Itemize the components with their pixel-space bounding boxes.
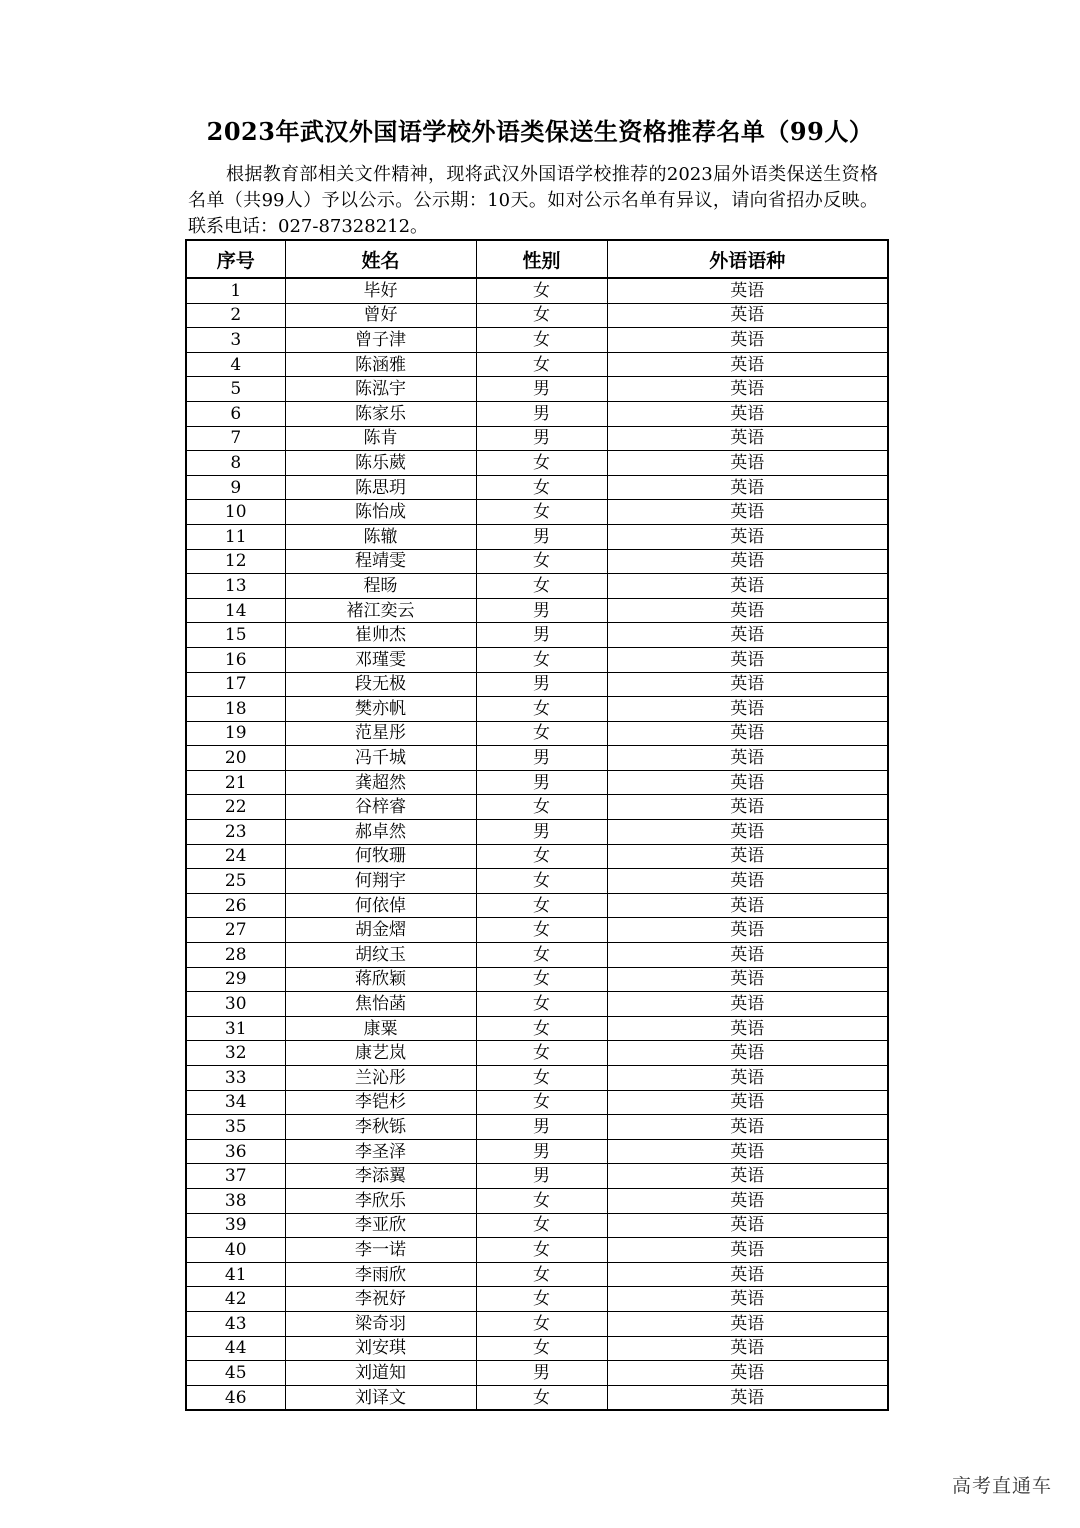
cell-index: 36 [186,1139,285,1164]
cell-name: 梁奇羽 [285,1311,476,1336]
table-row [186,820,888,845]
cell-gender: 女 [476,1188,607,1213]
cell-language: 英语 [607,1213,888,1238]
cell-index: 22 [186,795,285,820]
cell-name: 兰沁彤 [285,1066,476,1091]
cell-index: 17 [186,672,285,697]
table-row [186,1041,888,1066]
table-row [186,1066,888,1091]
cell-gender: 女 [476,1238,607,1263]
cell-gender: 女 [476,869,607,894]
cell-name: 李亚欣 [285,1213,476,1238]
header-index: 序号 [186,240,285,278]
cell-language: 英语 [607,1336,888,1361]
cell-gender: 男 [476,1139,607,1164]
cell-gender: 男 [476,672,607,697]
table-row [186,1213,888,1238]
cell-index: 9 [186,475,285,500]
cell-gender: 女 [476,844,607,869]
cell-language: 英语 [607,303,888,328]
cell-index: 3 [186,328,285,353]
cell-gender: 女 [476,1066,607,1091]
cell-index: 23 [186,820,285,845]
table-row [186,1164,888,1189]
cell-name: 刘译文 [285,1385,476,1410]
cell-index: 14 [186,598,285,623]
cell-name: 程靖雯 [285,549,476,574]
cell-language: 英语 [607,795,888,820]
cell-language: 英语 [607,377,888,402]
cell-gender: 男 [476,426,607,451]
cell-index: 40 [186,1238,285,1263]
watermark-text: 高考直通车 [951,1475,1052,1497]
cell-gender: 女 [476,893,607,918]
cell-name: 褚江奕云 [285,598,476,623]
cell-language: 英语 [607,1238,888,1263]
table-row [186,1188,888,1213]
table-row [186,844,888,869]
cell-gender: 女 [476,549,607,574]
cell-gender: 男 [476,401,607,426]
table-row [186,500,888,525]
cell-language: 英语 [607,1188,888,1213]
cell-gender: 女 [476,500,607,525]
cell-language: 英语 [607,1262,888,1287]
cell-gender: 男 [476,1115,607,1140]
cell-index: 39 [186,1213,285,1238]
cell-gender: 女 [476,1262,607,1287]
cell-gender: 男 [476,1164,607,1189]
cell-index: 19 [186,721,285,746]
cell-index: 31 [186,1016,285,1041]
cell-gender: 女 [476,1311,607,1336]
cell-name: 陈涵雅 [285,352,476,377]
cell-language: 英语 [607,1115,888,1140]
cell-language: 英语 [607,426,888,451]
cell-index: 35 [186,1115,285,1140]
cell-name: 康艺岚 [285,1041,476,1066]
table-row [186,770,888,795]
cell-name: 段无极 [285,672,476,697]
cell-language: 英语 [607,1016,888,1041]
table-header-row [186,240,888,278]
table-row [186,893,888,918]
table-row [186,1016,888,1041]
cell-gender: 女 [476,967,607,992]
cell-language: 英语 [607,721,888,746]
cell-index: 46 [186,1385,285,1410]
cell-language: 英语 [607,549,888,574]
cell-name: 谷梓睿 [285,795,476,820]
cell-name: 崔帅杰 [285,623,476,648]
cell-gender: 女 [476,574,607,599]
cell-name: 蒋欣颖 [285,967,476,992]
cell-language: 英语 [607,820,888,845]
cell-gender: 女 [476,303,607,328]
table-row [186,1385,888,1410]
cell-language: 英语 [607,992,888,1017]
cell-name: 曾好 [285,303,476,328]
cell-gender: 男 [476,746,607,771]
cell-index: 34 [186,1090,285,1115]
cell-index: 1 [186,278,285,303]
cell-index: 5 [186,377,285,402]
cell-language: 英语 [607,352,888,377]
cell-language: 英语 [607,524,888,549]
cell-language: 英语 [607,943,888,968]
cell-name: 李祝妤 [285,1287,476,1312]
cell-name: 刘安琪 [285,1336,476,1361]
cell-name: 李铠杉 [285,1090,476,1115]
cell-name: 陈肯 [285,426,476,451]
table-body [186,278,888,1410]
cell-language: 英语 [607,574,888,599]
cell-gender: 女 [476,1213,607,1238]
cell-gender: 男 [476,820,607,845]
cell-gender: 男 [476,598,607,623]
cell-name: 樊亦帆 [285,697,476,722]
cell-name: 何依倬 [285,893,476,918]
cell-language: 英语 [607,401,888,426]
cell-index: 30 [186,992,285,1017]
cell-gender: 女 [476,943,607,968]
cell-name: 李一诺 [285,1238,476,1263]
cell-gender: 女 [476,918,607,943]
cell-language: 英语 [607,278,888,303]
cell-gender: 女 [476,647,607,672]
cell-index: 37 [186,1164,285,1189]
cell-index: 20 [186,746,285,771]
cell-name: 陈辙 [285,524,476,549]
table-row [186,377,888,402]
cell-language: 英语 [607,697,888,722]
cell-language: 英语 [607,1090,888,1115]
cell-index: 27 [186,918,285,943]
table-row [186,598,888,623]
cell-name: 陈家乐 [285,401,476,426]
cell-gender: 男 [476,1361,607,1386]
cell-index: 25 [186,869,285,894]
table-row [186,967,888,992]
table-row [186,1090,888,1115]
cell-gender: 女 [476,352,607,377]
cell-gender: 女 [476,278,607,303]
table-row [186,795,888,820]
cell-name: 邓瑾雯 [285,647,476,672]
cell-gender: 女 [476,1287,607,1312]
table-row [186,303,888,328]
cell-language: 英语 [607,475,888,500]
candidate-table [185,239,889,1411]
cell-index: 21 [186,770,285,795]
cell-gender: 女 [476,1016,607,1041]
cell-language: 英语 [607,1041,888,1066]
table-row [186,1287,888,1312]
table-row [186,1361,888,1386]
cell-index: 44 [186,1336,285,1361]
cell-name: 何翔宇 [285,869,476,894]
cell-index: 28 [186,943,285,968]
cell-gender: 男 [476,377,607,402]
table-row [186,328,888,353]
cell-gender: 女 [476,992,607,1017]
cell-name: 冯千城 [285,746,476,771]
cell-name: 何牧珊 [285,844,476,869]
table-row [186,943,888,968]
table-row [186,746,888,771]
cell-gender: 女 [476,697,607,722]
cell-gender: 女 [476,1336,607,1361]
cell-gender: 男 [476,770,607,795]
table-row [186,1115,888,1140]
cell-index: 13 [186,574,285,599]
cell-language: 英语 [607,967,888,992]
table-row [186,574,888,599]
cell-name: 李欣乐 [285,1188,476,1213]
table-row [186,352,888,377]
cell-index: 15 [186,623,285,648]
table-row [186,869,888,894]
cell-index: 24 [186,844,285,869]
cell-language: 英语 [607,1385,888,1410]
cell-language: 英语 [607,328,888,353]
cell-name: 龚超然 [285,770,476,795]
cell-name: 毕好 [285,278,476,303]
cell-index: 38 [186,1188,285,1213]
cell-gender: 女 [476,475,607,500]
cell-index: 41 [186,1262,285,1287]
table-row [186,918,888,943]
cell-name: 范星彤 [285,721,476,746]
cell-name: 程旸 [285,574,476,599]
header-name: 姓名 [285,240,476,278]
cell-language: 英语 [607,451,888,476]
cell-index: 33 [186,1066,285,1091]
cell-language: 英语 [607,500,888,525]
cell-index: 7 [186,426,285,451]
cell-name: 焦怡菡 [285,992,476,1017]
cell-index: 10 [186,500,285,525]
cell-index: 18 [186,697,285,722]
cell-language: 英语 [607,623,888,648]
header-language: 外语语种 [607,240,888,278]
cell-language: 英语 [607,598,888,623]
cell-name: 陈思玥 [285,475,476,500]
cell-index: 26 [186,893,285,918]
cell-index: 42 [186,1287,285,1312]
table-row [186,672,888,697]
cell-name: 李圣泽 [285,1139,476,1164]
cell-language: 英语 [607,1361,888,1386]
cell-index: 29 [186,967,285,992]
cell-index: 11 [186,524,285,549]
cell-name: 胡金熠 [285,918,476,943]
cell-language: 英语 [607,893,888,918]
table-row [186,1238,888,1263]
cell-index: 4 [186,352,285,377]
cell-index: 12 [186,549,285,574]
table-row [186,524,888,549]
cell-gender: 女 [476,721,607,746]
cell-gender: 女 [476,451,607,476]
table-row [186,1336,888,1361]
cell-name: 李添翼 [285,1164,476,1189]
cell-language: 英语 [607,1311,888,1336]
cell-language: 英语 [607,746,888,771]
cell-language: 英语 [607,844,888,869]
cell-gender: 女 [476,1385,607,1410]
cell-gender: 女 [476,795,607,820]
table-row [186,1311,888,1336]
cell-language: 英语 [607,1139,888,1164]
cell-language: 英语 [607,647,888,672]
table-row [186,451,888,476]
table-row [186,697,888,722]
cell-language: 英语 [607,1287,888,1312]
cell-gender: 男 [476,623,607,648]
cell-index: 45 [186,1361,285,1386]
table-row [186,721,888,746]
cell-gender: 女 [476,328,607,353]
cell-language: 英语 [607,1066,888,1091]
table-row [186,401,888,426]
cell-index: 6 [186,401,285,426]
cell-name: 陈怡成 [285,500,476,525]
cell-name: 陈泓宇 [285,377,476,402]
table-row [186,623,888,648]
table-row [186,992,888,1017]
cell-name: 康粟 [285,1016,476,1041]
table-row [186,426,888,451]
table-row [186,1262,888,1287]
cell-name: 胡纹玉 [285,943,476,968]
cell-name: 李秋铄 [285,1115,476,1140]
table-row [186,475,888,500]
cell-language: 英语 [607,918,888,943]
cell-name: 曾子津 [285,328,476,353]
cell-name: 郝卓然 [285,820,476,845]
cell-language: 英语 [607,770,888,795]
cell-index: 8 [186,451,285,476]
cell-gender: 男 [476,524,607,549]
table-row [186,647,888,672]
cell-index: 43 [186,1311,285,1336]
cell-index: 32 [186,1041,285,1066]
intro-paragraph: 根据教育部相关文件精神，现将武汉外国语学校推荐的2023届外语类保送生资格名单（共99人）予以公示。公示期：10天。如对公示名单有异议，请向省招办反映。联系电话：027-87328212。 [188,164,878,237]
table-row [186,549,888,574]
cell-index: 16 [186,647,285,672]
cell-gender: 女 [476,1090,607,1115]
cell-language: 英语 [607,672,888,697]
cell-gender: 女 [476,1041,607,1066]
cell-index: 2 [186,303,285,328]
header-gender: 性别 [476,240,607,278]
cell-name: 刘道知 [285,1361,476,1386]
cell-name: 李雨欣 [285,1262,476,1287]
table-row [186,278,888,303]
document-title: 2023年武汉外国语学校外语类保送生资格推荐名单（99人） [206,117,874,146]
cell-language: 英语 [607,869,888,894]
cell-name: 陈乐葳 [285,451,476,476]
cell-language: 英语 [607,1164,888,1189]
table-row [186,1139,888,1164]
